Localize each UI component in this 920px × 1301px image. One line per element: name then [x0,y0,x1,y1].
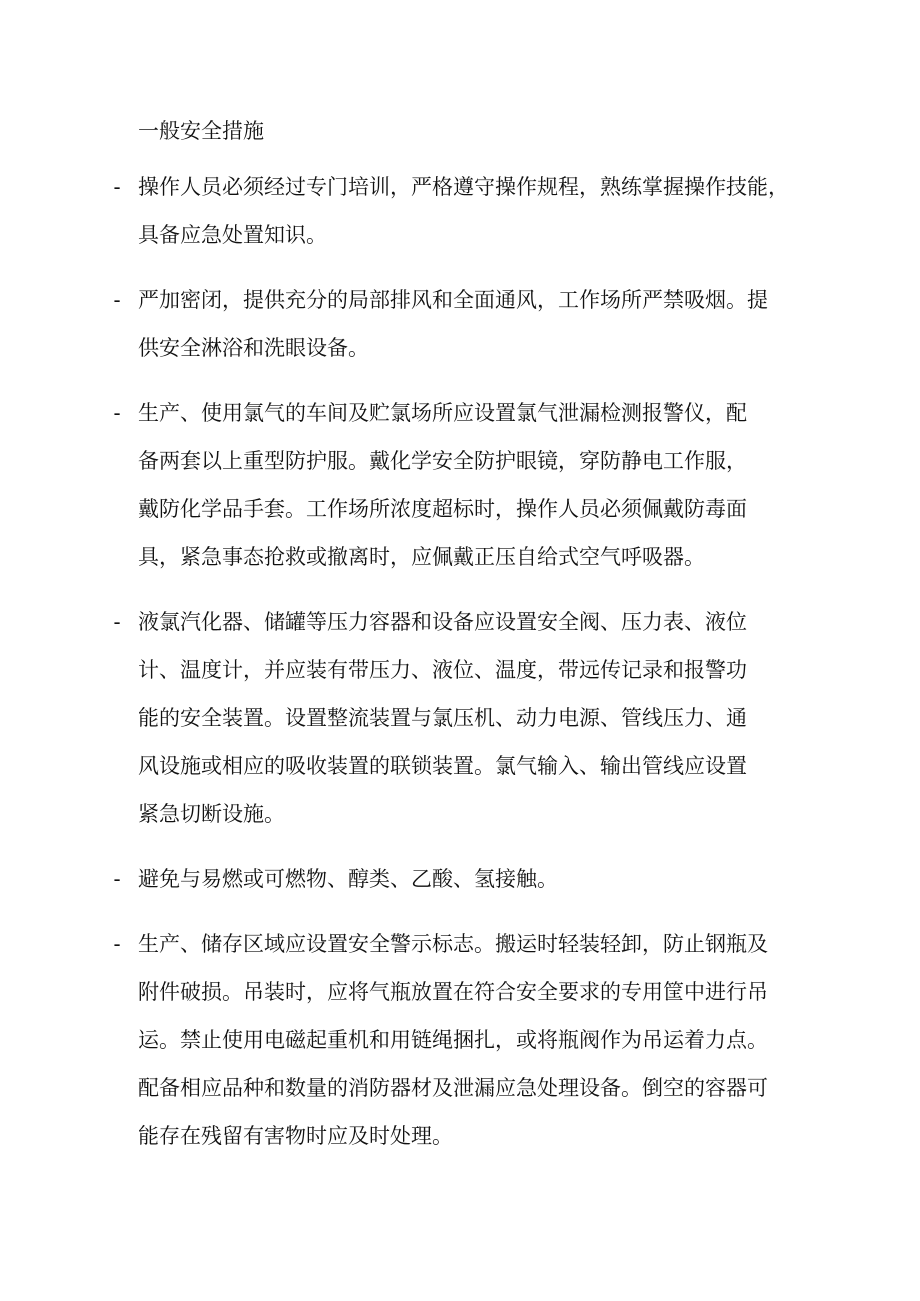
text-line: 配备相应品种和数量的消防器材及泄漏应急处理设备。倒空的容器可 [138,1076,768,1100]
text-line: 生产、储存区域应设置安全警示标志。搬运时轻装轻卸，防止钢瓶及 [138,932,768,956]
bullet-dash: - [113,175,121,199]
list-item [0,276,920,372]
list-item-text [138,163,798,259]
text-line: 供安全淋浴和洗眼设备。 [138,336,369,360]
list-item [0,920,920,1160]
text-line: 操作人员必须经过专门培训，严格遵守操作规程，熟练掌握操作技能， [138,175,789,199]
list-item-text [138,276,798,372]
bullet-dash: - [113,401,121,425]
bullet-dash: - [113,867,121,891]
text-line: 能存在残留有害物时应及时处理。 [138,1124,453,1148]
text-line: 避免与易燃或可燃物、醇类、乙酸、氢接触。 [138,867,558,891]
list-item [0,855,920,903]
bullet-dash: - [113,932,121,956]
text-line: 戴防化学品手套。工作场所浓度超标时，操作人员必须佩戴防毒面 [138,497,747,521]
text-line: 风设施或相应的吸收装置的联锁装置。氯气输入、输出管线应设置 [138,754,747,778]
bullet-dash: - [113,610,121,634]
list-item-text [138,855,798,903]
list-item [0,598,920,838]
list-item-text [138,920,798,1160]
text-line: 紧急切断设施。 [138,802,285,826]
text-line: 计、温度计，并应装有带压力、液位、温度，带远传记录和报警功 [138,658,747,682]
text-line: 具，紧急事态抢救或撤离时，应佩戴正压自给式空气呼吸器。 [138,545,705,569]
text-line: 附件破损。吊装时，应将气瓶放置在符合安全要求的专用筐中进行吊 [138,980,768,1004]
text-line: 能的安全装置。设置整流装置与氯压机、动力电源、管线压力、通 [138,706,747,730]
text-line: 生产、使用氯气的车间及贮氯场所应设置氯气泄漏检测报警仪，配 [138,401,747,425]
list-item [0,389,920,581]
text-line: 备两套以上重型防护服。戴化学安全防护眼镜，穿防静电工作服， [138,449,747,473]
section-title: 一般安全措施 [138,119,264,143]
bullet-dash: - [113,288,121,312]
text-line: 具备应急处置知识。 [138,223,327,247]
text-line: 液氯汽化器、储罐等压力容器和设备应设置安全阀、压力表、液位 [138,610,747,634]
list-item-text [138,598,798,838]
safety-measures-list [0,163,920,1177]
list-item [0,163,920,259]
list-item-text [138,389,798,581]
text-line: 严加密闭，提供充分的局部排风和全面通风，工作场所严禁吸烟。提 [138,288,768,312]
text-line: 运。禁止使用电磁起重机和用链绳捆扎，或将瓶阀作为吊运着力点。 [138,1028,768,1052]
